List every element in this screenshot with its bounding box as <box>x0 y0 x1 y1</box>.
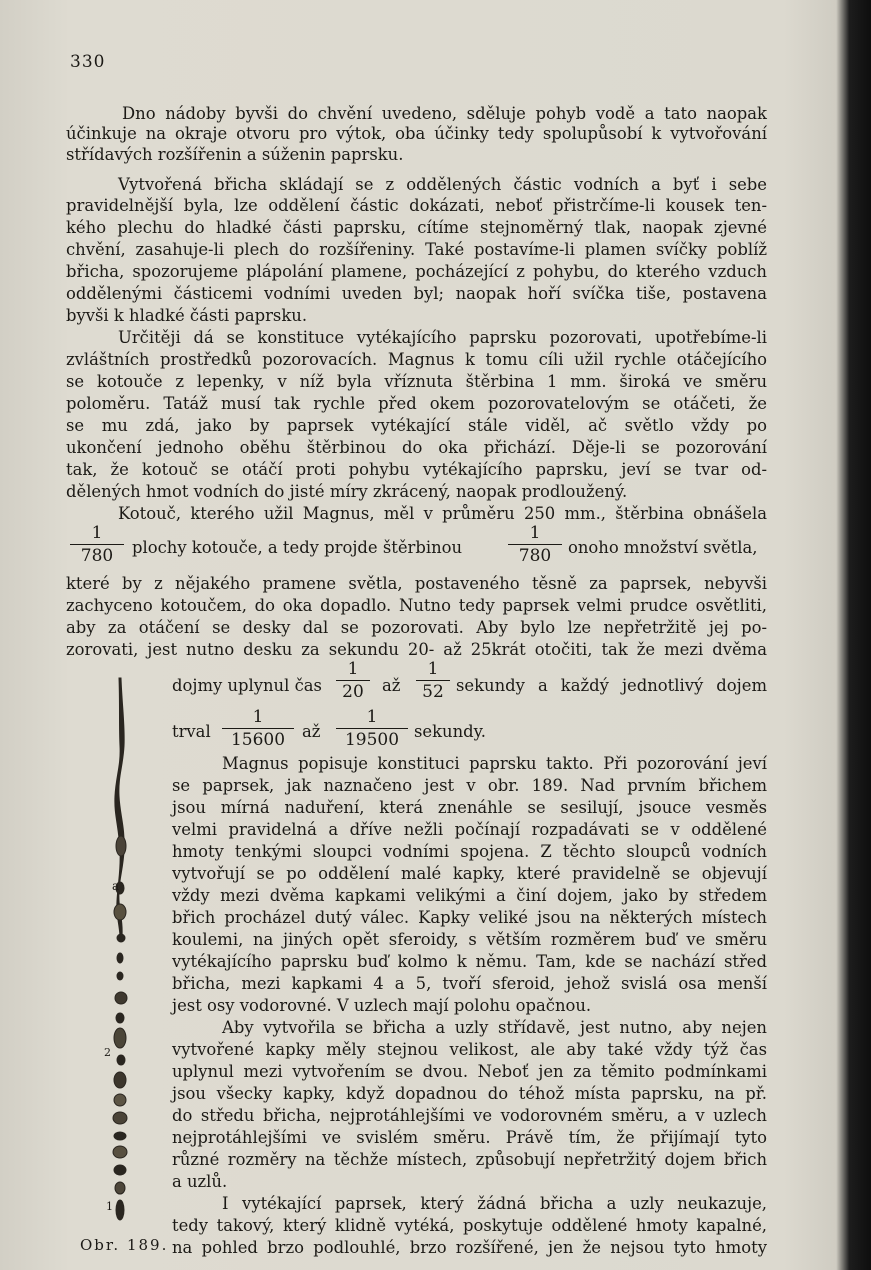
text-line: účinkuje na okraje otvoru pro výtok, oba účinky tedy spolupůsobí k vytvořování <box>66 124 767 143</box>
fraction-bar <box>508 544 562 545</box>
text-line: zvláštních prostředků pozorovacích. Magnus k tomu cíli užil rychle otáčejícího <box>66 350 767 369</box>
text-line: tak, že kotouč se otáčí proti pohybu vytékajícího paprsku, jeví se tvar od- <box>66 460 767 479</box>
page-number: 330 <box>70 52 106 72</box>
jet-drop <box>117 972 123 980</box>
fraction-bar <box>70 544 124 545</box>
text-line: I vytékající paprsek, který žádná břicha a uzly neukazuje, <box>222 1194 767 1213</box>
fraction-numerator: 1 <box>91 523 103 543</box>
fraction-1-15600 <box>222 708 294 749</box>
jet-drop <box>117 953 123 963</box>
text-line: zachyceno kotoučem, do oka dopadlo. Nutno tedy paprsek velmi prudce osvětliti, <box>66 596 767 615</box>
figure-label-a: a <box>112 879 120 893</box>
fraction-1-780 <box>508 524 562 565</box>
text-line: byvši k hladké části paprsku. <box>66 306 308 325</box>
jet-drop <box>114 1072 126 1088</box>
text-line: nejprotáhlejšími ve svislém směru. Právě tím, že přijímají tyto <box>172 1128 767 1147</box>
text-line: do středu břicha, nejprotáhlejšími ve vodorovném směru, a v uzlech <box>172 1106 767 1125</box>
text-line: chvění, zasahuje-li plech do rozšířeniny. Také postavíme-li plamen svíčky poblíž <box>66 240 767 259</box>
text-line: jsou mírná naduření, která znenáhle se sesilují, jsouce vesměs <box>172 798 767 817</box>
text-line: různé rozměry na těchže místech, způsobují nepřetržitý dojem břich <box>172 1150 767 1169</box>
text-line: pravidelnější byla, lze oddělení částic dokázati, neboť přistrčíme-li kousek ten- <box>66 196 767 215</box>
text-line: zorovati, jest nutno desku za sekundu 20- až 25krát otočiti, tak že mezi dvěma <box>66 640 767 659</box>
text-line: vytvořují se po oddělení malé kapky, které pravidelně se objevují <box>172 864 767 883</box>
fraction-bar <box>336 680 370 681</box>
text-line: vytékajícího paprsku buď kolmo k němu. Tam, kde se nachází střed <box>172 952 767 971</box>
fraction-denominator: 780 <box>80 546 114 566</box>
jet-drop <box>114 1094 126 1106</box>
text-line: velmi pravidelná a dříve nežli počínají rozpadávati se v oddělené <box>172 820 767 839</box>
water-jet-figure <box>98 676 148 1236</box>
jet-drop <box>114 904 126 920</box>
text-line: sekundy. <box>414 722 486 741</box>
text-line: se paprsek, jak naznačeno jest v obr. 189. Nad prvním břichem <box>172 776 767 795</box>
jet-drop <box>114 1028 126 1048</box>
text-line: dojmy uplynul čas <box>172 676 322 695</box>
jet-drop <box>116 836 126 856</box>
fraction-1-20 <box>336 660 370 701</box>
text-line: ukončení jednoho oběhu štěrbinou do oka přichází. Děje-li se pozorování <box>66 438 767 457</box>
text-line: Magnus popisuje konstituci paprsku takto. Při pozorování jeví <box>222 754 767 773</box>
text-line: Vytvořená břicha skládají se z oddělených částic vodních a byť i sebe <box>118 175 767 194</box>
text-line: Aby vytvořila se břicha a uzly střídavě, jest nutno, aby nejen <box>222 1018 767 1037</box>
text-line: břich procházel dutý válec. Kapky veliké jsou na některých místech <box>172 908 767 927</box>
figure-label-2: 2 <box>104 1046 111 1059</box>
jet-drop <box>115 1182 125 1194</box>
text-line: a uzlů. <box>172 1172 228 1191</box>
fraction-denominator: 20 <box>342 682 364 702</box>
text-line: aby za otáčení se desky dal se pozorovati. Aby bylo lze nepřetržitě jej po- <box>66 618 767 637</box>
text-line: onoho množství světla, <box>568 538 758 557</box>
fraction-bar <box>222 728 294 729</box>
text-line: dělených hmot vodních do jisté míry zkrácený, naopak prodloužený. <box>66 482 628 501</box>
text-line: až <box>382 676 401 695</box>
text-line: vytvořené kapky měly stejnou velikost, ale aby také vždy týž čas <box>172 1040 767 1059</box>
jet-drop <box>114 1132 126 1140</box>
text-line: břicha, mezi kapkami 4 a 5, tvoří sferoid, jehož svislá osa menší <box>172 974 767 993</box>
jet-drop <box>117 934 125 942</box>
fraction-denominator: 780 <box>518 546 552 566</box>
text-line: břicha, spozorujeme plápolání plamene, pocházející z pohybu, do kterého vzduch <box>66 262 767 281</box>
text-line: oddělenými částicemi vodními uveden byl; naopak hoří svíčka tiše, postavena <box>66 284 767 303</box>
jet-drop <box>116 1200 124 1220</box>
fraction-bar <box>416 680 450 681</box>
text-line: se kotouče z lepenky, v níž byla vříznuta štěrbina 1 mm. široká ve směru <box>66 372 767 391</box>
text-line: jsou všecky kapky, když dopadnou do téhož místa paprsku, na př. <box>172 1084 767 1103</box>
fraction-numerator: 1 <box>366 707 378 727</box>
text-line: se mu zdá, jako by paprsek vytékající stále viděl, ač světlo vždy po <box>66 416 767 435</box>
text-line: střídavých rozšířenin a súženin paprsku. <box>66 145 404 164</box>
fraction-numerator: 1 <box>529 523 541 543</box>
fraction-denominator: 52 <box>422 682 444 702</box>
fraction-numerator: 1 <box>347 659 359 679</box>
jet-drop <box>113 1146 127 1158</box>
figure-caption: Obr. 189. <box>80 1236 169 1254</box>
text-line: až <box>302 722 321 741</box>
jet-drop <box>114 1165 126 1175</box>
text-line: sekundy a každý jednotlivý dojem <box>456 676 767 695</box>
fraction-numerator: 1 <box>252 707 264 727</box>
text-line: Kotouč, kterého užil Magnus, měl v průměru 250 mm., štěrbina obnášela <box>118 504 767 523</box>
text-line: plochy kotouče, a tedy projde štěrbinou <box>132 538 463 557</box>
text-line: Určitěji dá se konstituce vytékajícího paprsku pozorovati, upotřebíme-li <box>118 328 767 347</box>
fraction-bar <box>336 728 408 729</box>
jet-drop <box>113 1112 127 1124</box>
text-line: trval <box>172 722 211 741</box>
fraction-1-52 <box>416 660 450 701</box>
fraction-1-19500 <box>336 708 408 749</box>
jet-drop <box>115 992 127 1004</box>
jet-stream <box>115 678 124 936</box>
text-line: jest osy vodorovné. V uzlech mají polohu opačnou. <box>172 996 592 1015</box>
text-line: Dno nádoby byvši do chvění uvedeno, sděluje pohyb vodě a tato naopak <box>122 104 767 123</box>
text-line: tedy takový, který klidně vytéká, poskytuje oddělené hmoty kapalné, <box>172 1216 767 1235</box>
fraction-denominator: 15600 <box>230 730 286 750</box>
text-line: uplynul mezi vytvořením se dvou. Neboť jen za těmito podmínkami <box>172 1062 767 1081</box>
text-line: kého plechu do hladké části paprsku, cítíme stejnoměrný tlak, naopak zjevné <box>66 218 767 237</box>
text-line: na pohled brzo podlouhlé, brzo rozšířené, jen že nejsou tyto hmoty <box>172 1238 767 1257</box>
jet-drop <box>117 1055 125 1065</box>
text-line: hmoty tenkými sloupci vodními spojena. Z těchto sloupců vodních <box>172 842 767 861</box>
figure-label-1: 1 <box>106 1200 113 1213</box>
fraction-denominator: 19500 <box>344 730 400 750</box>
text-line: které by z nějakého pramene světla, postaveného těsně za paprsek, nebyvši <box>66 574 767 593</box>
fraction-numerator: 1 <box>427 659 439 679</box>
text-line: koulemi, na jiných opět sferoidy, s větším rozměrem buď ve směru <box>172 930 767 949</box>
jet-drop <box>116 1013 124 1023</box>
text-line: vždy mezi dvěma kapkami velikými a činí dojem, jako by středem <box>172 886 767 905</box>
text-line: poloměru. Tatáž musí tak rychle před okem pozorovatelovým se otáčeti, že <box>66 394 767 413</box>
fraction-1-780 <box>70 524 124 565</box>
